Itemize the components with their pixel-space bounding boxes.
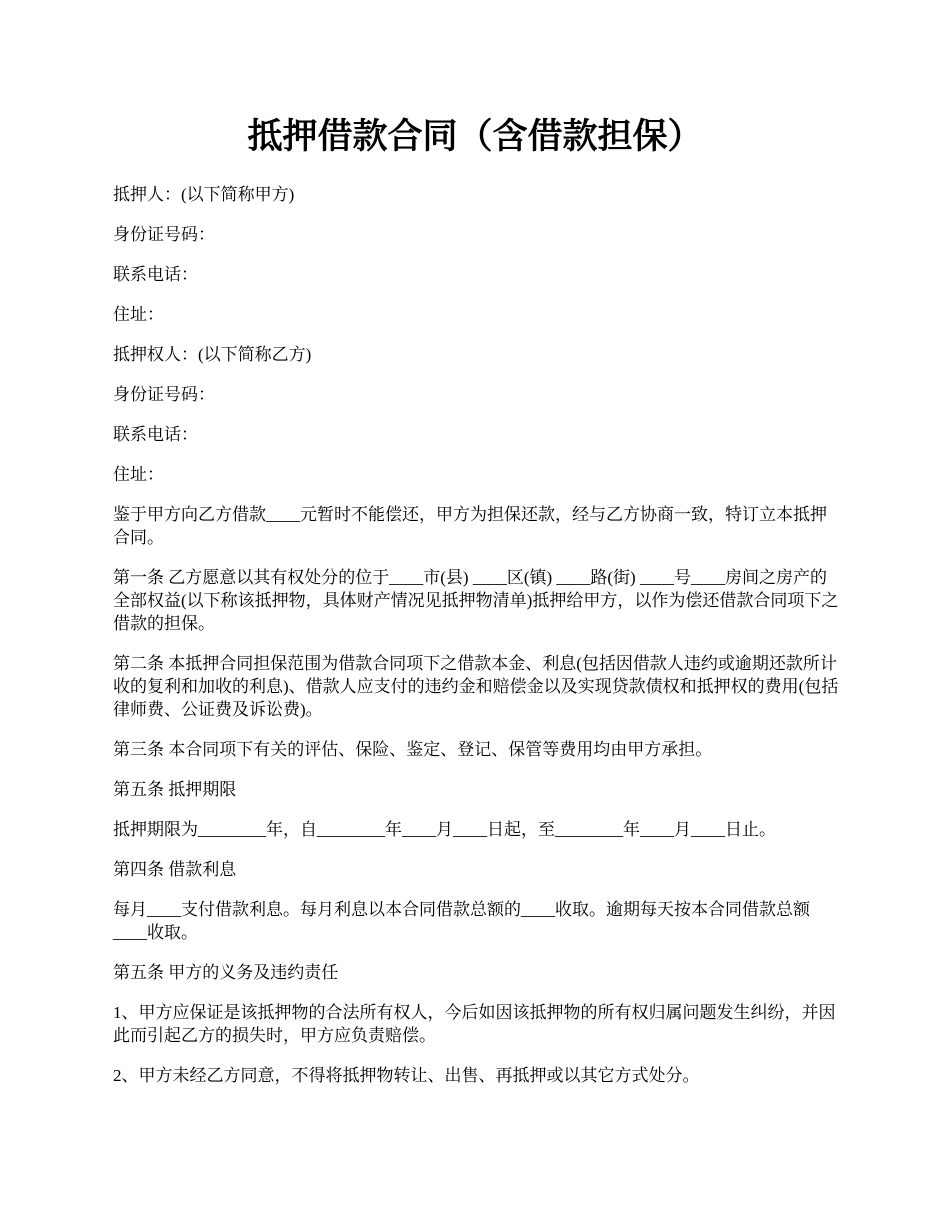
mortgagor-phone: 联系电话： — [113, 265, 198, 284]
document-title: 抵押借款合同（含借款担保） — [247, 117, 703, 156]
mortgagor-address: 住址： — [113, 305, 164, 324]
article-mortgage-term-heading: 第五条 抵押期限 — [113, 780, 237, 799]
contract-preamble: 鉴于甲方向乙方借款____元暂时不能偿还，甲方为担保还款，经与乙方协商一致，特订立本抵押合同。 — [113, 505, 827, 547]
article-3: 第三条 本合同项下有关的评估、保险、鉴定、登记、保管等费用均由甲方承担。 — [113, 740, 713, 759]
loan-interest-text: 每月____支付借款利息。每月利息以本合同借款总额的____收取。逾期每天按本合同借款总额____收取。 — [113, 900, 810, 942]
obligation-item-1: 1、甲方应保证是该抵押物的合法所有权人，今后如因该抵押物的所有权归属问题发生纠纷，并因此而引起乙方的损失时，甲方应负责赔偿。 — [113, 1003, 836, 1045]
mortgagee-label: 抵押权人：(以下简称乙方) — [113, 345, 312, 364]
article-1: 第一条 乙方愿意以其有权处分的位于____市(县) ____区(镇) ____路(街) ____号____房间之房产的全部权益(以下称该抵押物，具体财产情况见抵押物清单)抵押给甲方，以作为偿还借款合同项下之借款的担保。 — [113, 568, 839, 633]
document-body — [113, 111, 843, 1104]
mortgagor-id-number: 身份证号码： — [113, 225, 215, 244]
article-4-heading: 第四条 借款利息 — [113, 860, 237, 879]
mortgagee-address: 住址： — [113, 465, 164, 484]
mortgagee-phone: 联系电话： — [113, 425, 198, 444]
article-5-heading: 第五条 甲方的义务及违约责任 — [113, 963, 339, 982]
obligation-item-2: 2、甲方未经乙方同意，不得将抵押物转让、出售、再抵押或以其它方式处分。 — [113, 1066, 700, 1085]
mortgagor-label: 抵押人：(以下简称甲方) — [113, 185, 295, 204]
mortgagee-id-number: 身份证号码： — [113, 385, 215, 404]
mortgage-term-text: 抵押期限为________年，自________年____月____日起，至________年____月____日止。 — [113, 820, 776, 839]
article-2: 第二条 本抵押合同担保范围为借款合同项下之借款本金、利息(包括因借款人违约或逾期还款所计收的复利和加收的利息)、借款人应支付的违约金和赔偿金以及实现贷款债权和抵押权的费用(包括律师费、公证费及诉讼费)。 — [113, 654, 839, 719]
